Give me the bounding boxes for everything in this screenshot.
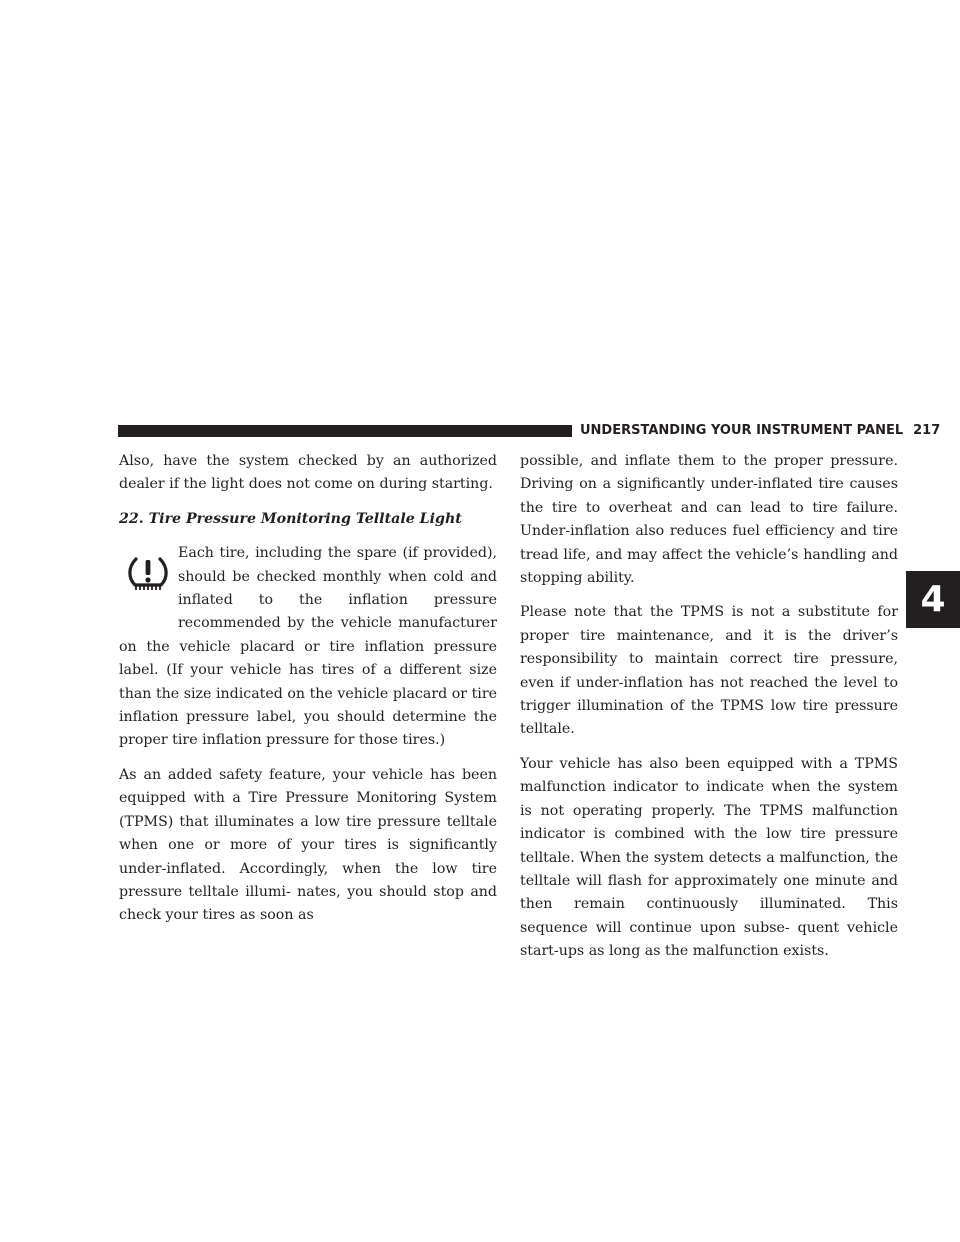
intro-paragraph: Also, have the system checked by an authorized dealer if the light does not come on during starting. [119,453,497,493]
section-heading: 22. Tire Pressure Monitoring Telltale Light [119,510,462,527]
tpms-intro-paragraph: As an added safety feature, your vehicle has been equipped with a Tire Pressure Monitoring System (TPMS) that illuminates a low tire pressure telltale when one or more of your tires is significantly under-inflated. Accordingly, when the low tire pressure telltale illumi- nates, you should stop and check your tires as soon as [119,766,497,924]
header-section-title: UNDERSTANDING YOUR INSTRUMENT PANEL [580,423,904,438]
left-column [119,450,497,939]
chapter-number: 4 [920,579,946,620]
page-number: 217 [913,423,941,438]
tire-check-paragraph [119,542,497,753]
tire-pressure-warning-icon [119,542,178,614]
malfunction-indicator-paragraph: Your vehicle has also been equipped with a TPMS malfunction indicator to indicate when the system is not operating properly. The TPMS malfunction indicator is combined with the low tire pressure telltale. When the system detects a malfunction, the telltale will flash for approximately one minute and then remain continuously illuminated. This sequence will continue upon subse- quent vehicle start-ups as long as the malfunction exists. [520,755,898,960]
tire-check-text: Each tire, including the spare (if provided), should be checked monthly when cold and inflated to the inflation pressure recommended by the vehicle manufacturer on the vehicle placard or tire inflation pressure label. (If your vehicle has tires of a different size than the size indicated on the vehicle placard or tire inflation pressure label, you should determine the proper tire inflation pressure for those tires.) [119,545,497,749]
inflation-paragraph: possible, and inflate them to the proper pressure. Driving on a significantly under-inflated tire causes the tire to overheat and can lead to tire failure. Under-inflation also reduces fuel efficiency and tire tread life, and may affect the vehicle’s handling and stopping ability. [520,453,898,587]
chapter-tab [906,571,960,628]
header-rule [118,425,572,437]
running-header [580,421,941,441]
tpms-note-paragraph: Please note that the TPMS is not a substitute for proper tire maintenance, and it is the driver’s responsibility to maintain correct tire pressure, even if under-inflation has not reached the level to trigger illumination of the TPMS low tire pressure telltale. [520,604,898,738]
right-column [520,450,898,975]
